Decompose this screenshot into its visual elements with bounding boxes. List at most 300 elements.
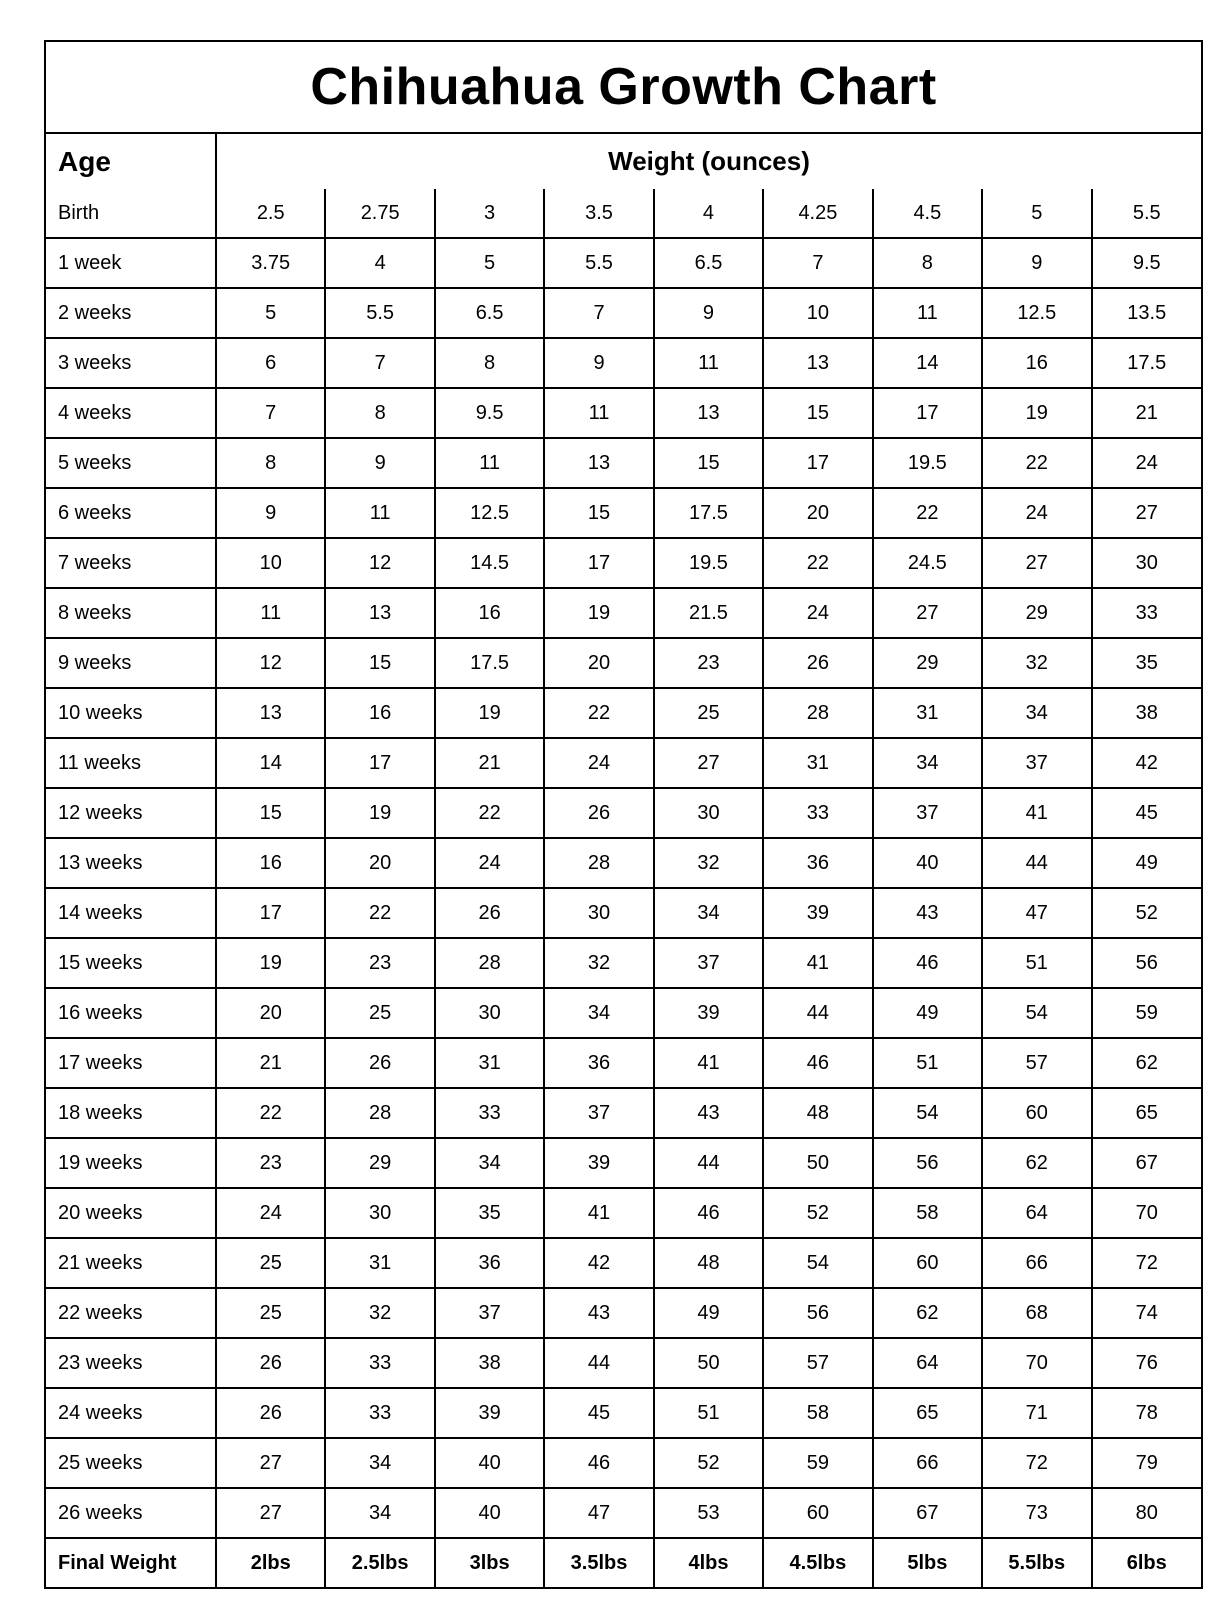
weight-cell: 21: [435, 738, 544, 788]
age-cell: 26 weeks: [46, 1488, 216, 1538]
weight-cell: 28: [325, 1088, 434, 1138]
weight-cell: 34: [982, 688, 1091, 738]
weight-cell: 21: [216, 1038, 325, 1088]
weight-cell: 15: [763, 388, 872, 438]
weight-cell: 41: [982, 788, 1091, 838]
weight-cell: 6.5: [654, 238, 763, 288]
weight-cell: 59: [1092, 988, 1202, 1038]
weight-cell: 65: [873, 1388, 982, 1438]
weight-cell: 34: [654, 888, 763, 938]
weight-cell: 64: [873, 1338, 982, 1388]
weight-cell: 60: [763, 1488, 872, 1538]
final-weight-cell: 5lbs: [873, 1538, 982, 1587]
weight-cell: 24: [982, 488, 1091, 538]
table-row: [46, 888, 1201, 938]
weight-cell: 31: [873, 688, 982, 738]
weight-cell: 54: [763, 1238, 872, 1288]
weight-cell: 15: [654, 438, 763, 488]
final-weight-cell: 5.5lbs: [982, 1538, 1091, 1587]
weight-cell: 14: [873, 338, 982, 388]
weight-cell: 62: [873, 1288, 982, 1338]
weight-cell: 52: [654, 1438, 763, 1488]
weight-cell: 7: [325, 338, 434, 388]
age-cell: 14 weeks: [46, 888, 216, 938]
weight-cell: 42: [544, 1238, 653, 1288]
weight-cell: 29: [325, 1138, 434, 1188]
weight-cell: 8: [873, 238, 982, 288]
weight-cell: 26: [435, 888, 544, 938]
weight-cell: 47: [982, 888, 1091, 938]
weight-cell: 51: [982, 938, 1091, 988]
weight-cell: 40: [435, 1438, 544, 1488]
weight-cell: 20: [544, 638, 653, 688]
age-cell: 19 weeks: [46, 1138, 216, 1188]
weight-cell: 37: [654, 938, 763, 988]
weight-cell: 20: [216, 988, 325, 1038]
weight-cell: 19: [544, 588, 653, 638]
weight-cell: 37: [544, 1088, 653, 1138]
weight-cell: 2.75: [325, 189, 434, 238]
weight-cell: 34: [325, 1438, 434, 1488]
weight-cell: 21: [1092, 388, 1202, 438]
age-cell: 3 weeks: [46, 338, 216, 388]
weight-cell: 45: [544, 1388, 653, 1438]
weight-cell: 46: [873, 938, 982, 988]
table-row: [46, 1488, 1201, 1538]
weight-cell: 6: [216, 338, 325, 388]
table-row: [46, 488, 1201, 538]
weight-cell: 11: [873, 288, 982, 338]
weight-cell: 44: [763, 988, 872, 1038]
table-row: [46, 1438, 1201, 1488]
weight-cell: 41: [544, 1188, 653, 1238]
weight-cell: 71: [982, 1388, 1091, 1438]
growth-table: [46, 134, 1201, 1587]
weight-cell: 51: [873, 1038, 982, 1088]
weight-cell: 17.5: [654, 488, 763, 538]
weight-cell: 25: [216, 1288, 325, 1338]
weight-cell: 54: [982, 988, 1091, 1038]
weight-cell: 46: [544, 1438, 653, 1488]
weight-cell: 19: [982, 388, 1091, 438]
weight-cell: 38: [1092, 688, 1202, 738]
weight-cell: 20: [763, 488, 872, 538]
weight-cell: 6.5: [435, 288, 544, 338]
weight-cell: 15: [544, 488, 653, 538]
table-row: [46, 738, 1201, 788]
weight-cell: 9.5: [435, 388, 544, 438]
weight-cell: 19: [435, 688, 544, 738]
table-row: [46, 1288, 1201, 1338]
age-cell: 23 weeks: [46, 1338, 216, 1388]
weight-cell: 49: [1092, 838, 1202, 888]
table-row: [46, 638, 1201, 688]
weight-cell: 14.5: [435, 538, 544, 588]
weight-cell: 26: [763, 638, 872, 688]
weight-cell: 40: [435, 1488, 544, 1538]
weight-cell: 33: [435, 1088, 544, 1138]
age-cell: 7 weeks: [46, 538, 216, 588]
age-cell: Birth: [46, 189, 216, 238]
weight-cell: 43: [544, 1288, 653, 1338]
weight-cell: 50: [654, 1338, 763, 1388]
weight-cell: 54: [873, 1088, 982, 1138]
weight-cell: 37: [435, 1288, 544, 1338]
weight-cell: 17.5: [435, 638, 544, 688]
weight-cell: 49: [654, 1288, 763, 1338]
weight-cell: 7: [763, 238, 872, 288]
table-row: [46, 1388, 1201, 1438]
header-row: [46, 134, 1201, 189]
weight-cell: 37: [873, 788, 982, 838]
final-weight-cell: 6lbs: [1092, 1538, 1202, 1587]
weight-cell: 37: [982, 738, 1091, 788]
weight-cell: 34: [544, 988, 653, 1038]
weight-cell: 44: [654, 1138, 763, 1188]
weight-cell: 64: [982, 1188, 1091, 1238]
weight-cell: 16: [216, 838, 325, 888]
weight-cell: 11: [654, 338, 763, 388]
weight-cell: 57: [982, 1038, 1091, 1088]
weight-cell: 5.5: [544, 238, 653, 288]
age-cell: 1 week: [46, 238, 216, 288]
age-cell: 15 weeks: [46, 938, 216, 988]
weight-cell: 38: [435, 1338, 544, 1388]
weight-cell: 13.5: [1092, 288, 1202, 338]
final-weight-row: [46, 1538, 1201, 1587]
table-row: [46, 388, 1201, 438]
age-cell: 11 weeks: [46, 738, 216, 788]
weight-cell: 9: [544, 338, 653, 388]
weight-cell: 48: [654, 1238, 763, 1288]
weight-cell: 34: [873, 738, 982, 788]
weight-cell: 70: [1092, 1188, 1202, 1238]
weight-cell: 33: [325, 1388, 434, 1438]
weight-cell: 24: [544, 738, 653, 788]
weight-cell: 43: [873, 888, 982, 938]
weight-cell: 7: [544, 288, 653, 338]
final-weight-cell: 4.5lbs: [763, 1538, 872, 1587]
weight-cell: 27: [873, 588, 982, 638]
weight-cell: 34: [435, 1138, 544, 1188]
weight-cell: 3: [435, 189, 544, 238]
weight-cell: 66: [982, 1238, 1091, 1288]
weight-cell: 16: [982, 338, 1091, 388]
weight-cell: 57: [763, 1338, 872, 1388]
weight-cell: 27: [216, 1438, 325, 1488]
weight-cell: 27: [654, 738, 763, 788]
weight-cell: 9: [982, 238, 1091, 288]
weight-cell: 17: [216, 888, 325, 938]
weight-cell: 80: [1092, 1488, 1202, 1538]
final-weight-label: Final Weight: [46, 1538, 216, 1587]
weight-cell: 30: [435, 988, 544, 1038]
weight-cell: 17.5: [1092, 338, 1202, 388]
weight-cell: 15: [325, 638, 434, 688]
table-row: [46, 1038, 1201, 1088]
weight-cell: 29: [873, 638, 982, 688]
weight-cell: 8: [325, 388, 434, 438]
weight-cell: 9.5: [1092, 238, 1202, 288]
weight-cell: 22: [982, 438, 1091, 488]
weight-cell: 23: [216, 1138, 325, 1188]
weight-cell: 24: [1092, 438, 1202, 488]
weight-cell: 12.5: [982, 288, 1091, 338]
weight-cell: 30: [325, 1188, 434, 1238]
weight-cell: 11: [544, 388, 653, 438]
weight-cell: 34: [325, 1488, 434, 1538]
weight-cell: 4: [654, 189, 763, 238]
weight-cell: 26: [325, 1038, 434, 1088]
weight-cell: 11: [435, 438, 544, 488]
weight-cell: 32: [325, 1288, 434, 1338]
weight-cell: 15: [216, 788, 325, 838]
weight-cell: 24: [763, 588, 872, 638]
weight-cell: 31: [763, 738, 872, 788]
table-row: [46, 1088, 1201, 1138]
table-row: [46, 538, 1201, 588]
weight-cell: 45: [1092, 788, 1202, 838]
weight-cell: 9: [325, 438, 434, 488]
weight-cell: 21.5: [654, 588, 763, 638]
weight-cell: 13: [216, 688, 325, 738]
final-weight-cell: 2.5lbs: [325, 1538, 434, 1587]
weight-cell: 22: [216, 1088, 325, 1138]
weight-cell: 30: [544, 888, 653, 938]
weight-cell: 19: [216, 938, 325, 988]
weight-cell: 65: [1092, 1088, 1202, 1138]
weight-cell: 22: [763, 538, 872, 588]
age-cell: 4 weeks: [46, 388, 216, 438]
weight-cell: 56: [873, 1138, 982, 1188]
weight-cell: 16: [325, 688, 434, 738]
weight-cell: 24: [435, 838, 544, 888]
age-cell: 16 weeks: [46, 988, 216, 1038]
weight-cell: 60: [982, 1088, 1091, 1138]
weight-cell: 23: [654, 638, 763, 688]
age-cell: 24 weeks: [46, 1388, 216, 1438]
weight-cell: 13: [325, 588, 434, 638]
weight-cell: 48: [763, 1088, 872, 1138]
table-row: [46, 938, 1201, 988]
weight-cell: 56: [1092, 938, 1202, 988]
age-cell: 17 weeks: [46, 1038, 216, 1088]
table-row: [46, 688, 1201, 738]
weight-cell: 17: [544, 538, 653, 588]
weight-cell: 23: [325, 938, 434, 988]
weight-cell: 30: [654, 788, 763, 838]
age-cell: 8 weeks: [46, 588, 216, 638]
weight-cell: 24.5: [873, 538, 982, 588]
weight-cell: 27: [982, 538, 1091, 588]
weight-cell: 46: [654, 1188, 763, 1238]
weight-cell: 3.75: [216, 238, 325, 288]
weight-cell: 13: [763, 338, 872, 388]
weight-cell: 67: [1092, 1138, 1202, 1188]
weight-cell: 39: [435, 1388, 544, 1438]
age-cell: 5 weeks: [46, 438, 216, 488]
weight-cell: 31: [325, 1238, 434, 1288]
weight-cell: 60: [873, 1238, 982, 1288]
weight-cell: 8: [216, 438, 325, 488]
weight-cell: 24: [216, 1188, 325, 1238]
weight-cell: 47: [544, 1488, 653, 1538]
weight-cell: 22: [325, 888, 434, 938]
weight-cell: 28: [435, 938, 544, 988]
age-cell: 13 weeks: [46, 838, 216, 888]
table-row: [46, 338, 1201, 388]
weight-cell: 35: [435, 1188, 544, 1238]
weight-cell: 52: [763, 1188, 872, 1238]
weight-cell: 35: [1092, 638, 1202, 688]
weight-cell: 30: [1092, 538, 1202, 588]
weight-cell: 74: [1092, 1288, 1202, 1338]
weight-cell: 12: [216, 638, 325, 688]
weight-cell: 39: [544, 1138, 653, 1188]
age-header: Age: [46, 134, 216, 189]
weight-cell: 73: [982, 1488, 1091, 1538]
weight-cell: 26: [216, 1388, 325, 1438]
age-cell: 20 weeks: [46, 1188, 216, 1238]
weight-cell: 19.5: [873, 438, 982, 488]
age-cell: 12 weeks: [46, 788, 216, 838]
weight-cell: 31: [435, 1038, 544, 1088]
weight-cell: 39: [763, 888, 872, 938]
weight-cell: 19: [325, 788, 434, 838]
weight-cell: 43: [654, 1088, 763, 1138]
weight-cell: 13: [654, 388, 763, 438]
weight-cell: 25: [325, 988, 434, 1038]
age-cell: 22 weeks: [46, 1288, 216, 1338]
table-row: [46, 238, 1201, 288]
age-cell: 21 weeks: [46, 1238, 216, 1288]
weight-cell: 46: [763, 1038, 872, 1088]
weight-cell: 5.5: [1092, 189, 1202, 238]
weight-cell: 28: [544, 838, 653, 888]
weight-cell: 4: [325, 238, 434, 288]
weight-cell: 26: [544, 788, 653, 838]
weight-cell: 17: [873, 388, 982, 438]
age-cell: 18 weeks: [46, 1088, 216, 1138]
weight-cell: 32: [654, 838, 763, 888]
weight-cell: 22: [544, 688, 653, 738]
weight-cell: 16: [435, 588, 544, 638]
weight-cell: 17: [763, 438, 872, 488]
weight-cell: 79: [1092, 1438, 1202, 1488]
weight-cell: 36: [435, 1238, 544, 1288]
weight-cell: 76: [1092, 1338, 1202, 1388]
weight-cell: 3.5: [544, 189, 653, 238]
weight-cell: 22: [873, 488, 982, 538]
weight-cell: 72: [982, 1438, 1091, 1488]
weight-cell: 40: [873, 838, 982, 888]
weight-cell: 5: [216, 288, 325, 338]
table-row: [46, 1138, 1201, 1188]
table-body: [46, 189, 1201, 1587]
weight-cell: 22: [435, 788, 544, 838]
weight-cell: 10: [763, 288, 872, 338]
weight-cell: 44: [982, 838, 1091, 888]
final-weight-cell: 4lbs: [654, 1538, 763, 1587]
weight-cell: 33: [1092, 588, 1202, 638]
weight-cell: 78: [1092, 1388, 1202, 1438]
weight-cell: 59: [763, 1438, 872, 1488]
final-weight-cell: 3lbs: [435, 1538, 544, 1587]
chart-title: Chihuahua Growth Chart: [46, 42, 1201, 134]
table-row: [46, 1238, 1201, 1288]
weight-cell: 36: [763, 838, 872, 888]
weight-cell: 2.5: [216, 189, 325, 238]
weight-cell: 27: [1092, 488, 1202, 538]
weight-cell: 33: [325, 1338, 434, 1388]
weight-cell: 5.5: [325, 288, 434, 338]
age-cell: 6 weeks: [46, 488, 216, 538]
weight-cell: 10: [216, 538, 325, 588]
growth-chart: [44, 40, 1203, 1589]
weight-cell: 33: [763, 788, 872, 838]
weight-cell: 12: [325, 538, 434, 588]
weight-cell: 17: [325, 738, 434, 788]
weight-cell: 25: [654, 688, 763, 738]
age-cell: 9 weeks: [46, 638, 216, 688]
weight-cell: 52: [1092, 888, 1202, 938]
table-row: [46, 788, 1201, 838]
weight-cell: 36: [544, 1038, 653, 1088]
weight-cell: 58: [763, 1388, 872, 1438]
weight-cell: 11: [325, 488, 434, 538]
weight-cell: 8: [435, 338, 544, 388]
weight-cell: 51: [654, 1388, 763, 1438]
weight-cell: 26: [216, 1338, 325, 1388]
weight-cell: 27: [216, 1488, 325, 1538]
weight-cell: 41: [654, 1038, 763, 1088]
table-row: [46, 189, 1201, 238]
weight-cell: 44: [544, 1338, 653, 1388]
weight-cell: 28: [763, 688, 872, 738]
weight-cell: 62: [982, 1138, 1091, 1188]
table-row: [46, 438, 1201, 488]
weight-cell: 70: [982, 1338, 1091, 1388]
weight-cell: 4.5: [873, 189, 982, 238]
weight-cell: 66: [873, 1438, 982, 1488]
weight-cell: 19.5: [654, 538, 763, 588]
weight-cell: 5: [435, 238, 544, 288]
table-row: [46, 1338, 1201, 1388]
age-cell: 25 weeks: [46, 1438, 216, 1488]
weight-cell: 41: [763, 938, 872, 988]
weight-cell: 29: [982, 588, 1091, 638]
weight-cell: 20: [325, 838, 434, 888]
table-row: [46, 288, 1201, 338]
weight-cell: 32: [544, 938, 653, 988]
weight-cell: 62: [1092, 1038, 1202, 1088]
table-row: [46, 988, 1201, 1038]
weight-cell: 68: [982, 1288, 1091, 1338]
weight-cell: 53: [654, 1488, 763, 1538]
weight-cell: 11: [216, 588, 325, 638]
weight-cell: 7: [216, 388, 325, 438]
weight-cell: 25: [216, 1238, 325, 1288]
table-row: [46, 588, 1201, 638]
weight-cell: 5: [982, 189, 1091, 238]
weight-cell: 58: [873, 1188, 982, 1238]
age-cell: 10 weeks: [46, 688, 216, 738]
weight-cell: 67: [873, 1488, 982, 1538]
weight-cell: 42: [1092, 738, 1202, 788]
weight-cell: 14: [216, 738, 325, 788]
age-cell: 2 weeks: [46, 288, 216, 338]
final-weight-cell: 2lbs: [216, 1538, 325, 1587]
